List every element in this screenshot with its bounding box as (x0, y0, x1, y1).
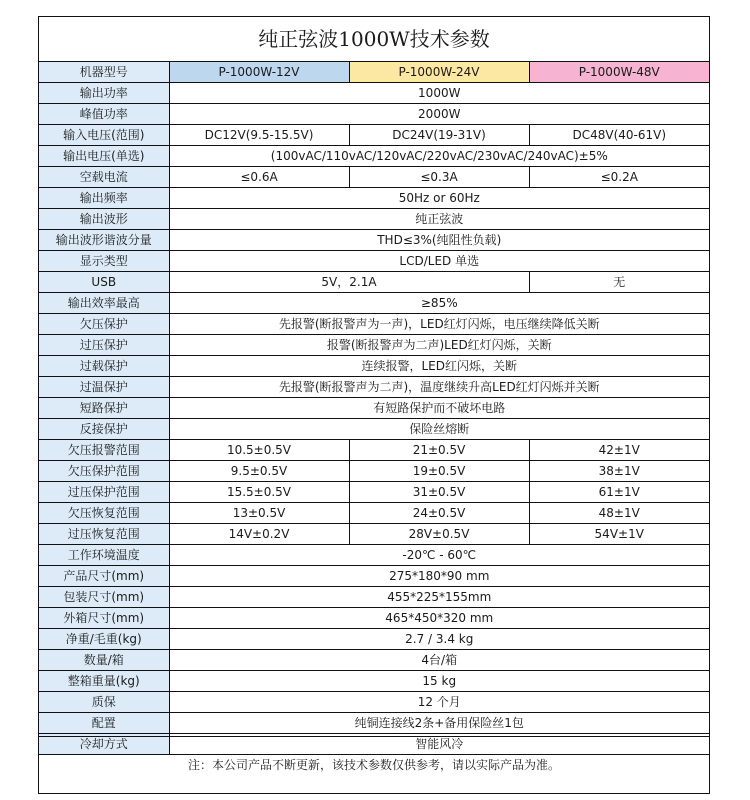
spec-value: 2.7 / 3.4 kg (169, 629, 709, 650)
spec-label: 短路保护 (39, 398, 169, 419)
spec-value: 19±0.5V (349, 461, 529, 482)
spec-row (39, 251, 709, 272)
spec-row (39, 104, 709, 125)
spec-label: 过压保护 (39, 335, 169, 356)
spec-value: 61±1V (529, 482, 709, 503)
spec-value: DC48V(40-61V) (529, 125, 709, 146)
spec-value: 智能风冷 (169, 734, 709, 755)
spec-label: 欠压保护 (39, 314, 169, 335)
spec-row (39, 125, 709, 146)
spec-row (39, 482, 709, 503)
spec-label: 产品尺寸(mm) (39, 566, 169, 587)
spec-value: -20℃ - 60℃ (169, 545, 709, 566)
spec-label: 配置 (39, 713, 169, 734)
spec-value: 5V，2.1A (169, 272, 529, 293)
spec-value: 12 个月 (169, 692, 709, 713)
spec-label: 整箱重量(kg) (39, 671, 169, 692)
spec-value: 2000W (169, 104, 709, 125)
spec-row (39, 608, 709, 629)
spec-sheet (38, 16, 710, 794)
header-label: 机器型号 (39, 62, 169, 83)
spec-value: 15 kg (169, 671, 709, 692)
spec-value: 纯铜连接线2条+备用保险丝1包 (169, 713, 709, 734)
spec-value: 48±1V (529, 503, 709, 524)
model-24v: P-1000W-24V (349, 62, 529, 83)
spec-value: 38±1V (529, 461, 709, 482)
spec-row (39, 146, 709, 167)
spec-value: 24±0.5V (349, 503, 529, 524)
spec-row (39, 209, 709, 230)
spec-label: 反接保护 (39, 419, 169, 440)
spec-label: 输出效率最高 (39, 293, 169, 314)
spec-row (39, 713, 709, 734)
spec-value: 先报警(断报警声为二声)，温度继续升高LED红灯闪烁并关断 (169, 377, 709, 398)
spec-value: 31±0.5V (349, 482, 529, 503)
spec-label: 过压恢复范围 (39, 524, 169, 545)
spec-label: USB (39, 272, 169, 293)
spec-row (39, 587, 709, 608)
spec-value: 4台/箱 (169, 650, 709, 671)
spec-row (39, 377, 709, 398)
spec-value: 连续报警，LED红闪烁，关断 (169, 356, 709, 377)
spec-label: 显示类型 (39, 251, 169, 272)
spec-row (39, 293, 709, 314)
spec-label: 工作环境温度 (39, 545, 169, 566)
spec-value: 保险丝熔断 (169, 419, 709, 440)
spec-row (39, 461, 709, 482)
spec-row (39, 629, 709, 650)
spec-table (39, 62, 709, 755)
spec-label: 输出波形 (39, 209, 169, 230)
spec-label: 过温保护 (39, 377, 169, 398)
spec-row (39, 440, 709, 461)
spec-row (39, 356, 709, 377)
spec-label: 过载保护 (39, 356, 169, 377)
spec-value: 455*225*155mm (169, 587, 709, 608)
spec-value: (100vAC/110vAC/120vAC/220vAC/230vAC/240vAC)±5% (169, 146, 709, 167)
spec-value: 15.5±0.5V (169, 482, 349, 503)
spec-value: ≥85% (169, 293, 709, 314)
spec-value: ≤0.6A (169, 167, 349, 188)
spec-value: ≤0.2A (529, 167, 709, 188)
spec-row (39, 398, 709, 419)
spec-label: 输出电压(单选) (39, 146, 169, 167)
spec-label: 输出频率 (39, 188, 169, 209)
spec-label: 包装尺寸(mm) (39, 587, 169, 608)
spec-value: 28V±0.5V (349, 524, 529, 545)
spec-label: 空载电流 (39, 167, 169, 188)
spec-value: 1000W (169, 83, 709, 104)
spec-value: 13±0.5V (169, 503, 349, 524)
spec-label: 欠压恢复范围 (39, 503, 169, 524)
spec-label: 峰值功率 (39, 104, 169, 125)
spec-value: 纯正弦波 (169, 209, 709, 230)
spec-row (39, 83, 709, 104)
spec-label: 质保 (39, 692, 169, 713)
spec-row (39, 545, 709, 566)
spec-row (39, 650, 709, 671)
header-row (39, 62, 709, 83)
spec-label: 冷却方式 (39, 734, 169, 755)
spec-value: 无 (529, 272, 709, 293)
spec-label: 输出功率 (39, 83, 169, 104)
spec-row (39, 230, 709, 251)
spec-value: 54V±1V (529, 524, 709, 545)
spec-value: 465*450*320 mm (169, 608, 709, 629)
spec-label: 欠压报警范围 (39, 440, 169, 461)
spec-value: ≤0.3A (349, 167, 529, 188)
model-12v: P-1000W-12V (169, 62, 349, 83)
spec-row (39, 524, 709, 545)
spec-label: 数量/箱 (39, 650, 169, 671)
spec-value: 21±0.5V (349, 440, 529, 461)
spec-row (39, 566, 709, 587)
spec-row (39, 671, 709, 692)
spec-label: 净重/毛重(kg) (39, 629, 169, 650)
spec-value: LCD/LED 单选 (169, 251, 709, 272)
spec-label: 欠压保护范围 (39, 461, 169, 482)
footnote: 注：本公司产品不断更新，该技术参数仅供参考，请以实际产品为准。 (39, 736, 709, 793)
spec-row (39, 419, 709, 440)
spec-row (39, 503, 709, 524)
spec-value: 14V±0.2V (169, 524, 349, 545)
spec-row (39, 188, 709, 209)
spec-value: 9.5±0.5V (169, 461, 349, 482)
spec-row (39, 335, 709, 356)
spec-value: DC12V(9.5-15.5V) (169, 125, 349, 146)
spec-label: 过压保护范围 (39, 482, 169, 503)
spec-value: 275*180*90 mm (169, 566, 709, 587)
spec-label: 输出波形谐波分量 (39, 230, 169, 251)
spec-value: 先报警(断报警声为一声)，LED红灯闪烁，电压继续降低关断 (169, 314, 709, 335)
spec-value: DC24V(19-31V) (349, 125, 529, 146)
spec-label: 输入电压(范围) (39, 125, 169, 146)
spec-value: 10.5±0.5V (169, 440, 349, 461)
model-48v: P-1000W-48V (529, 62, 709, 83)
spec-row (39, 272, 709, 293)
spec-row (39, 692, 709, 713)
spec-value: 42±1V (529, 440, 709, 461)
spec-row (39, 167, 709, 188)
page-title: 纯正弦波1000W技术参数 (39, 17, 709, 62)
spec-value: THD≤3%(纯阻性负载) (169, 230, 709, 251)
spec-label: 外箱尺寸(mm) (39, 608, 169, 629)
spec-value: 50Hz or 60Hz (169, 188, 709, 209)
spec-row (39, 314, 709, 335)
spec-value: 报警(断报警声为二声)LED红灯闪烁，关断 (169, 335, 709, 356)
spec-value: 有短路保护而不破坏电路 (169, 398, 709, 419)
